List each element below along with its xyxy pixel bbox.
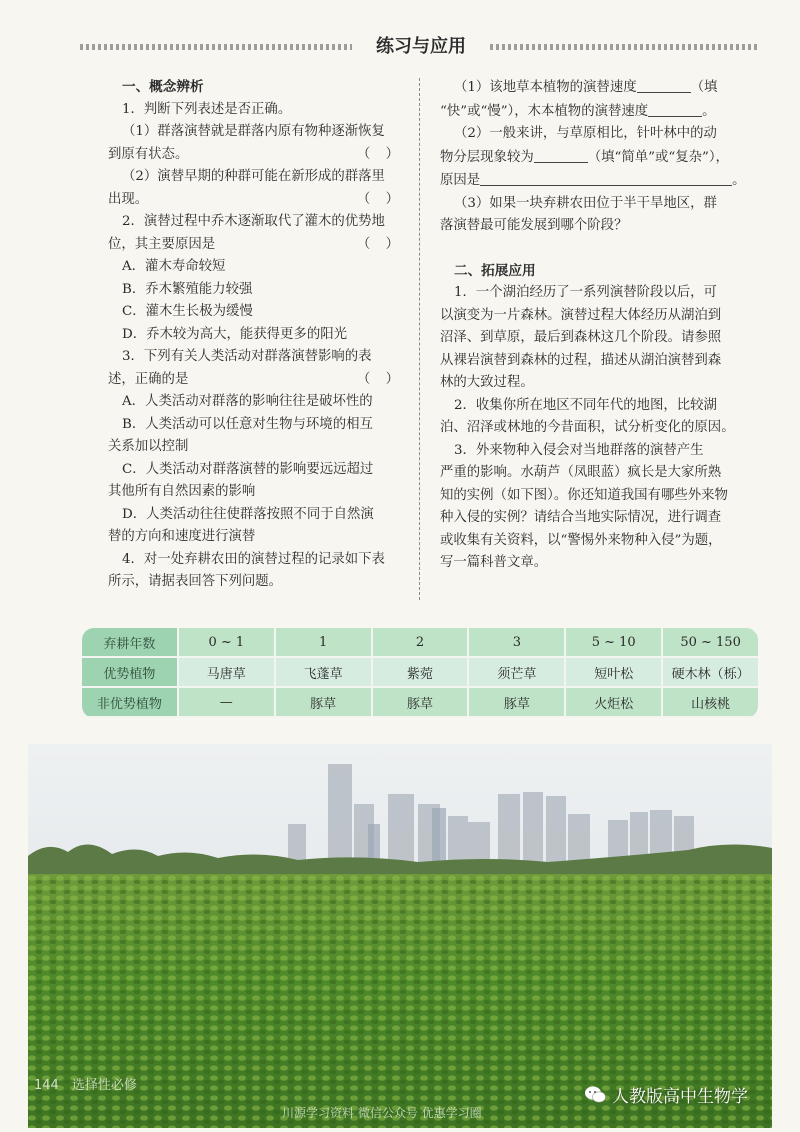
wave-divider-left <box>80 44 352 50</box>
table-cell: 非优势植物 <box>82 688 179 718</box>
table-cell: 紫菀 <box>373 658 470 688</box>
extension-3-line2: 严重的影响。水葫芦（凤眼蓝）疯长是大家所熟 <box>440 465 722 480</box>
table-cell: 优势植物 <box>82 658 179 688</box>
left-column <box>108 76 400 594</box>
sub-question-1-line1: （1）该地草本植物的演替速度 （填 <box>440 76 756 100</box>
watermark-text: 人教版高中生物学 <box>612 1087 748 1107</box>
spacer <box>440 238 756 260</box>
option-a: A．灌木寿命较短 <box>122 259 226 274</box>
question-1-1-line2: 到原有状态。 （ ） <box>108 144 400 167</box>
sub-question-1-line2: “快”或“慢”），木本植物的演替速度 。 <box>440 100 756 124</box>
question-4-line2: 所示，请据表回答下列问题。 <box>108 574 283 589</box>
succession-table <box>82 628 758 718</box>
option-c-line1: C．人类活动对群落演替的影响要远远超过 <box>122 461 374 477</box>
extension-1-line5: 林的大致过程。 <box>440 375 534 390</box>
table-cell: 短叶松 <box>566 658 663 688</box>
right-column <box>440 76 756 575</box>
section-title-extension: 二、拓展应用 <box>454 262 536 279</box>
water-hyacinth-photo <box>28 744 772 1128</box>
extension-3-line3: 知的实例（如下图）。你还知道我国有哪些外来物 <box>440 487 728 503</box>
option-d-line2: 替的方向和速度进行演替 <box>108 529 256 544</box>
wave-divider-right <box>490 44 760 50</box>
sub-question-3-line1: （3）如果一块弃耕农田位于半干旱地区，群 <box>454 195 717 211</box>
extension-2-line2: 泊、沼泽或林地的今昔面积，试分析变化的原因。 <box>440 420 735 435</box>
extension-1-line2: 以演变为一片森林。演替过程大体经历从湖泊到 <box>440 307 722 323</box>
extension-2-line1: 2．收集你所在地区不同年代的地图，比较湖 <box>454 397 717 413</box>
page-header <box>80 32 760 60</box>
table-cell: 马唐草 <box>179 658 276 688</box>
extension-3-line6: 写一篇科普文章。 <box>440 555 548 570</box>
table-cell: 山核桃 <box>663 688 758 718</box>
table-cell: 2 <box>373 628 470 658</box>
wechat-icon <box>584 1085 606 1105</box>
question-4-line1: 4．对一处弃耕农田的演替过程的记录如下表 <box>122 551 385 567</box>
wechat-watermark <box>584 1082 748 1107</box>
answer-paren: （ ） <box>356 236 400 252</box>
answer-blank <box>637 76 691 93</box>
table-cell: 豚草 <box>276 688 373 718</box>
extension-3-line4: 种入侵的实例？请结合当地实际情况，进行调查 <box>440 510 722 525</box>
table-cell: 0 ~ 1 <box>179 628 276 658</box>
sub-question-2-line1: （2）一般来讲，与草原相比，针叶林中的动 <box>454 126 717 141</box>
extension-1-line1: 1．一个湖泊经历了一系列演替阶段以后，可 <box>454 285 717 300</box>
extension-3-line1: 3．外来物种入侵会对当地群落的演替产生 <box>454 442 704 458</box>
question-3-line2: 述，正确的是 （ ） <box>108 369 400 392</box>
table-cell: 5 ~ 10 <box>566 628 663 658</box>
option-b: B．乔木繁殖能力较强 <box>122 281 253 297</box>
option-d: D．乔木较为高大，能获得更多的阳光 <box>122 326 347 342</box>
answer-blank <box>648 100 702 117</box>
page-number-footer: 144 选择性必修 <box>34 1078 137 1093</box>
option-c-line2: 其他所有自然因素的影响 <box>108 484 256 499</box>
table-cell: 50 ~ 150 <box>663 628 758 658</box>
table-cell: 硬木林（栎） <box>663 658 758 688</box>
question-2-line1: 2．演替过程中乔木逐渐取代了灌木的优势地 <box>122 214 385 229</box>
question-1-2-line1: （2）演替早期的种群可能在新形成的群落里 <box>122 169 385 184</box>
table-cell: 弃耕年数 <box>82 628 179 658</box>
table-cell: — <box>179 688 276 718</box>
table-cell: 飞蓬草 <box>276 658 373 688</box>
answer-blank <box>480 169 732 186</box>
sub-question-2-line2: 物分层现象较为 （填“简单”或“复杂”）， <box>440 146 756 170</box>
option-b-line1: B．人类活动可以任意对生物与环境的相互 <box>122 416 373 432</box>
answer-paren: （ ） <box>356 146 400 162</box>
table-row <box>82 658 758 688</box>
sub-question-2-line3: 原因是 。 <box>440 169 756 193</box>
option-a: A．人类活动对群落的影响往往是破坏性的 <box>122 394 373 409</box>
section-title-concepts: 一、概念辨析 <box>122 79 204 95</box>
question-2-line2: 位，其主要原因是 （ ） <box>108 234 400 257</box>
extension-1-line4: 从裸岩演替到森林的过程，描述从湖泊演替到森 <box>440 352 722 368</box>
answer-blank <box>534 146 588 163</box>
option-d-line1: D．人类活动往往使群落按照不同于自然演 <box>122 506 374 522</box>
extension-3-line5: 或收集有关资料，以“警惕外来物种入侵”为题， <box>440 532 722 548</box>
table-cell: 3 <box>469 628 566 658</box>
option-c: C．灌木生长极为缓慢 <box>122 304 253 319</box>
question-1-1-line1: （1）群落演替就是群落内原有物种逐渐恢复 <box>122 124 385 139</box>
table-cell: 豚草 <box>373 688 470 718</box>
table-cell: 须芒草 <box>469 658 566 688</box>
sub-question-3-line2: 落演替最可能发展到哪个阶段？ <box>440 218 628 233</box>
extension-1-line3: 沼泽、到草原，最后到森林这几个阶段。请参照 <box>440 330 722 345</box>
question-1-2-line2: 出现。 （ ） <box>108 189 400 212</box>
answer-paren: （ ） <box>356 191 400 207</box>
table-row <box>82 688 758 718</box>
option-b-line2: 关系加以控制 <box>108 439 189 454</box>
table-cell: 豚草 <box>469 688 566 718</box>
question-3-line1: 3．下列有关人类活动对群落演替影响的表 <box>122 349 372 364</box>
column-divider <box>419 78 420 600</box>
page-title: 练习与应用 <box>376 36 466 57</box>
answer-paren: （ ） <box>356 371 400 387</box>
footer-source-text: 川源学习资料 微信公众号 优惠学习圈 <box>282 1106 482 1120</box>
table-row <box>82 628 758 658</box>
table-cell: 火炬松 <box>566 688 663 718</box>
water-hyacinth-image <box>28 744 772 1128</box>
table-cell: 1 <box>276 628 373 658</box>
question-1: 1．判断下列表述是否正确。 <box>122 101 292 117</box>
